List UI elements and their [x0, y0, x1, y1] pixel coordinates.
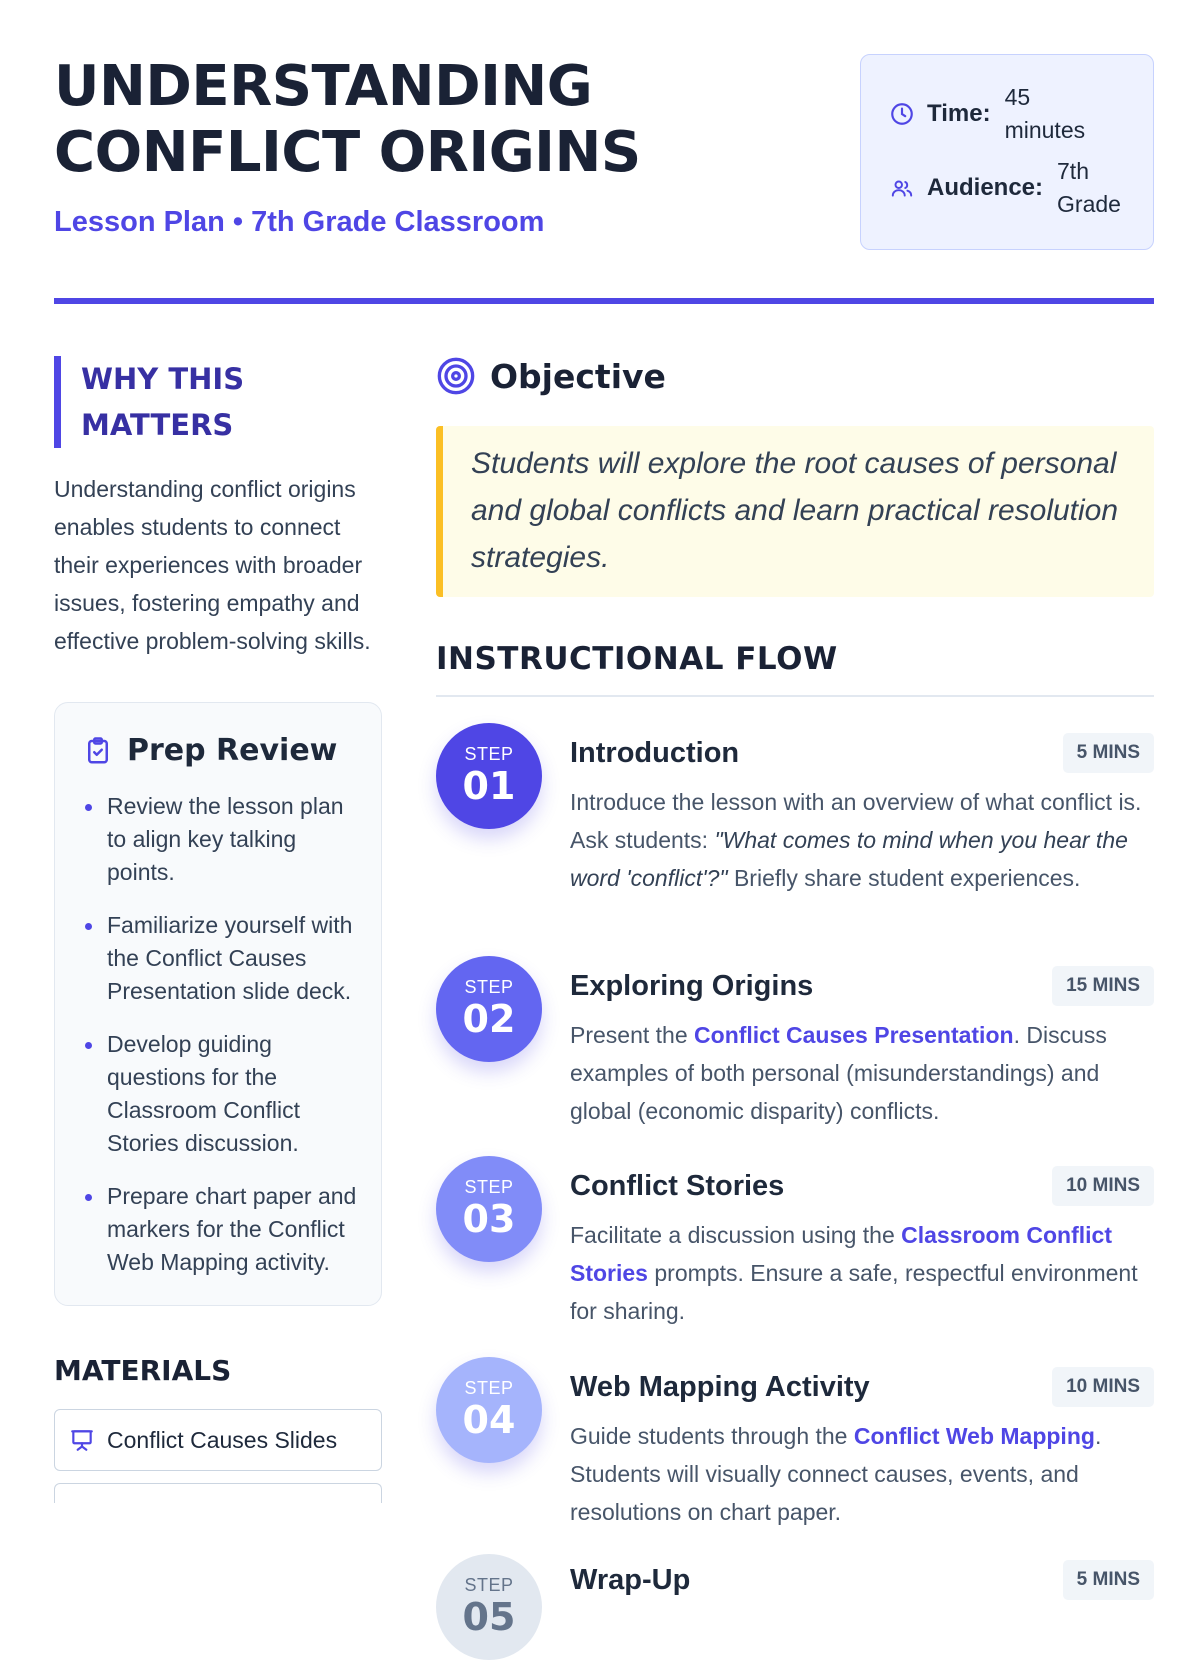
step-description	[570, 783, 1154, 897]
step-badge	[436, 1554, 542, 1660]
step-body	[570, 1156, 1154, 1357]
step-header	[570, 1367, 1154, 1407]
audience-label: Audience:	[927, 174, 1044, 201]
time-row	[889, 81, 1133, 147]
step-badge	[436, 1156, 542, 1262]
step-badge-word: STEP	[464, 1378, 514, 1398]
lesson-meta-card	[860, 54, 1154, 250]
step-duration-badge: 5 MINS	[1063, 1560, 1154, 1600]
title-block	[54, 54, 694, 239]
materials-heading: MATERIALS	[54, 1354, 232, 1387]
step-badge-word: STEP	[464, 1575, 514, 1595]
objective-title: Objective	[490, 356, 666, 396]
step-badge-word: STEP	[464, 744, 514, 764]
step-header	[570, 966, 1154, 1006]
prep-item: Prepare chart paper and markers for the Conflict Web Mapping activity.	[83, 1180, 357, 1279]
step-item	[436, 1357, 1154, 1554]
step-text: prompts. Ensure a safe, respectful environment for sharing.	[570, 1260, 1138, 1324]
clock-icon	[889, 101, 915, 127]
conflict-web-mapping-link[interactable]: Conflict Web Mapping	[853, 1423, 1095, 1449]
time-value: 45 minutes	[1004, 84, 1086, 143]
clipboard-check-icon	[83, 736, 113, 766]
prep-item: Review the lesson plan to align key talking points.	[83, 790, 357, 889]
why-this-matters-body: Understanding conflict origins enables students to connect their experiences with broader issues, fostering empathy and effective problem-solving skills.	[54, 476, 371, 654]
classroom-conflict-stories-link[interactable]: Classroom Conflict Stories	[570, 1222, 1112, 1286]
step-number: 02	[462, 997, 516, 1041]
step-number: 05	[462, 1595, 516, 1639]
why-this-matters-heading: WHY THIS MATTERS	[54, 356, 382, 448]
step-description	[570, 1016, 1154, 1130]
content-columns	[54, 356, 1154, 1639]
step-text: . Students will visually connect causes, events, and resolutions on chart paper.	[570, 1423, 1102, 1525]
step-header	[570, 733, 1154, 773]
left-sidebar	[54, 356, 382, 1634]
prep-item: Develop guiding questions for the Classroom Conflict Stories discussion.	[83, 1028, 357, 1160]
page-title: UNDERSTANDING CONFLICT ORIGINS	[54, 54, 641, 185]
step-header	[570, 1166, 1154, 1206]
time-label: Time:	[927, 100, 991, 127]
step-title: Conflict Stories	[570, 1169, 785, 1202]
prep-review-header	[83, 733, 357, 768]
step-badge-word: STEP	[464, 1177, 514, 1197]
step-list	[436, 723, 1154, 1639]
audience-value: 7th Grade	[1057, 158, 1121, 217]
step-title: Introduction	[570, 736, 740, 769]
material-item[interactable]	[54, 1409, 382, 1471]
users-icon	[889, 175, 915, 201]
main-content	[436, 356, 1154, 1639]
step-body	[570, 1357, 1154, 1554]
step-text: Present the	[570, 1022, 695, 1048]
header	[54, 54, 1154, 250]
target-icon	[436, 356, 476, 396]
prep-review-list	[83, 790, 357, 1279]
material-label: Conflict Causes Slides	[107, 1426, 338, 1453]
prep-review-title: Prep Review	[127, 733, 338, 768]
header-divider	[54, 298, 1154, 304]
step-body	[570, 956, 1154, 1156]
step-item	[436, 956, 1154, 1156]
step-description	[570, 1216, 1154, 1330]
conflict-causes-presentation-link[interactable]: Conflict Causes Presentation	[694, 1022, 1014, 1048]
audience-row	[889, 155, 1133, 221]
step-header	[570, 1560, 1154, 1600]
step-item	[436, 723, 1154, 956]
step-badge	[436, 956, 542, 1062]
objective-text: Students will explore the root causes of personal and global conflicts and learn practical resolution strategies.	[436, 426, 1154, 597]
prep-review-card	[54, 702, 382, 1306]
step-title: Exploring Origins	[570, 969, 814, 1002]
step-text: Briefly share student experiences.	[727, 865, 1081, 891]
objective-header	[436, 356, 1154, 396]
step-item	[436, 1554, 1154, 1639]
step-text: Facilitate a discussion using the	[570, 1222, 902, 1248]
step-duration-badge: 10 MINS	[1052, 1166, 1154, 1206]
step-badge	[436, 723, 542, 829]
step-item	[436, 1156, 1154, 1357]
step-text: Guide students through the	[570, 1423, 854, 1449]
step-number: 03	[462, 1197, 516, 1241]
step-text: Introduce the lesson with an overview of what conflict is. Ask students:	[570, 789, 1142, 853]
step-body	[570, 1554, 1154, 1634]
step-quote: "What comes to mind when you hear the word 'conflict'?"	[570, 827, 1128, 891]
page-subtitle: Lesson Plan • 7th Grade Classroom	[54, 206, 545, 238]
step-duration-badge: 5 MINS	[1063, 733, 1154, 773]
step-number: 04	[462, 1398, 516, 1442]
step-number: 01	[462, 764, 516, 808]
step-duration-badge: 10 MINS	[1052, 1367, 1154, 1407]
material-item[interactable]	[54, 1483, 382, 1503]
instructional-flow-heading: INSTRUCTIONAL FLOW	[436, 641, 1154, 697]
step-title: Web Mapping Activity	[570, 1370, 870, 1403]
step-description	[570, 1417, 1154, 1531]
prep-item: Familiarize yourself with the Conflict Causes Presentation slide deck.	[83, 909, 357, 1008]
step-text: . Discuss examples of both personal (misunderstandings) and global (economic disparity) conflicts.	[570, 1022, 1107, 1124]
step-badge-word: STEP	[464, 977, 514, 997]
step-duration-badge: 15 MINS	[1052, 966, 1154, 1006]
presentation-icon	[69, 1427, 95, 1453]
step-title: Wrap-Up	[570, 1563, 691, 1596]
step-body	[570, 723, 1154, 956]
step-badge	[436, 1357, 542, 1463]
